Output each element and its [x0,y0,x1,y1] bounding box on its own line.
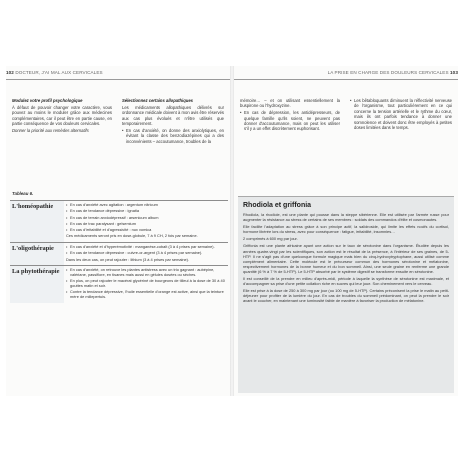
oligotherapy-note: Dans les deux cas, on peut rajouter : lithium (3 à 4 prises par semaine). [66,256,190,262]
right-column-1 [240,98,340,133]
right-running-title: LA PRISE EN CHARGE DES DOULEURS CERVICALES [327,70,449,75]
homeopathy-category: L'homéopathie [10,201,64,243]
left-running-title: DOCTEUR, J'AI MAL AUX CERVICALES [15,70,103,75]
profile-text: À défaut de pouvoir changer votre caractère, vous pouvez au moins le moduler grâce aux médecines complémentaires, car il peut être en partie cause, en partie conséquence de vos douleurs cervicales. [12,104,112,127]
table-row [10,266,228,303]
phytotherapy-cell [64,266,228,303]
buspirone-text: mémoire… – et on utilisant essentiellement la buspirone ou l'hydroxyzine. [240,98,340,109]
right-page [234,66,458,396]
list-item: • En plus, on peut rajouter le macérat glycériné de bourgeons de tilleul à la dose de 30 à 40 gouttes matin et soir. [66,279,226,289]
list-item: • En cas de tendance dépressive : ignatia [66,209,226,214]
rhodiola-griffonia-box [238,196,454,393]
box-body [243,212,449,306]
box-paragraph: Griffonia est une plante africaine ayant une action sur le taux de sérotonine dans l'organisme. Étudiée depuis les années quatre-vingt par les scientifiques, son action est le résultat de la présence, à l'intérieur de ses graines, de 5-HTP. Il ne s'agit pas d'une quelconque formule magique mais bien du cinq-hydroxytryptophane, aussi utilisé comme complément alimentaire. Cette molécule est le précurseur commun des hormones sérotonine et mélatonine, respectivement hormones de la bonne humeur et du bon sommeil. Ainsi, une seule graine en renferme une grande quantité (6 % à 7 % de 5-HTP). Le 5-HTP absorbé par le système digestif se transforme ensuite en sérotonine. [243,243,449,274]
right-header-rule [234,79,458,80]
homeopathy-cell [64,201,228,243]
list-item: • En cas de tendance dépressive : cuivre-or-argent (3 à 4 prises par semaine). [66,251,226,256]
table-caption: Tableau 6. [12,191,34,196]
allopathic-text: Les médicaments allopathiques délivrés sur ordonnance médicale doivent à mon avis être réservés aux cas plus évolués et n'être utilisés que temporairement. [122,104,224,127]
left-column-1 [12,98,112,135]
oligotherapy-cell [64,242,228,265]
anxiolytics-bullet: • En cas d'anxiété, on donne des anxiolytiques, en évitant la classe des benzodiazépines qui a des inconvénients – accoutumance, troubles de la [122,128,224,144]
list-item: • En cas de trac paralysant : gelsemium [66,222,226,227]
oligotherapy-category: L'oligothérapie [10,242,64,265]
table-row [10,201,228,243]
table-row [10,242,228,265]
list-item: • En cas d'anxiété et d'hyperémotivité : manganèse-cobalt (3 à 4 prises par semaine). [66,245,226,250]
homeopathy-note: Ces médicaments seront pris en dose-globule, 7 à 9 CH, 2 fois par semaine. [66,233,198,239]
left-column-2 [122,98,224,145]
allopathic-heading: Sélectionnez certains allopathiques [122,98,193,103]
box-title: Rhodiola et griffonia [243,202,312,209]
list-item: • En cas d'anxiété, on retrouve les plantes antistress avec un trio gagnant : aubépine, valériane, passiflore, en tisanes mais aussi en gélules dosées ou sèches. [66,268,226,278]
box-paragraph: Il est conseillé de la prendre en milieu d'après-midi, période à laquelle la synthèse de sérotonine est maximale, et d'accompagner sa prise d'une petite collation riche en sucres qui leur joue. Son cheminement vers le cerveau. [243,276,449,287]
phytotherapy-category: La phytothérapie [10,266,64,303]
profile-heading: Modulez votre profil psychologique [12,98,83,103]
list-item: • En cas de terrain anxiodépressif : arsenicum album [66,216,226,221]
left-page-number: 102 [6,70,14,75]
alternative-remedies-note: Donner la priorité aux remèdes alternatifs [12,127,89,133]
remedies-table [10,200,228,303]
list-item: • En cas d'irritabilité et d'agressivité : nux vomica [66,228,226,233]
left-running-head [6,70,103,75]
antidepressants-bullet: • En cas de dépression, les antidépresseurs, de quelque famille qu'ils soient, ne peuvent pas donner d'accoutumance, mais on peut les utiliser s'il y a un effet discrètement euphorisant. [240,110,340,132]
box-paragraph: Elle facilite l'adaptation au stress grâce à son principe actif, la salidroside, qui limite les effets nocifs du cortisol, hormone libérée lors du stress, avec pour conséquence : fatigue, irritabilité, insomnies… [243,224,449,235]
box-paragraph: 2 comprimés à 600 mg par jour. [243,236,298,242]
box-paragraph: Rhodiola, la rhodiole, est une plante qui pousse dans la steppe sibérienne. Elle est utilisée par l'armée russe pour augmenter la résistance au stress de certains de ses membres : soldats des commandos d'élite et cosmonautes. [243,212,449,223]
right-column-2 [350,98,452,132]
right-running-head [328,70,458,75]
box-paragraph: Elle est prise à la dose de 250 à 300 mg par jour (ou 100 mg de 5-HTP). Certains préconisent la prise le matin au petit-déjeuner pour profiter de la lumière du jour. En cas de troubles du sommeil prédominant, on peut la prendre le soir avant le coucher, en maintenant une luminosité faible de manière à favoriser la production de mélatonine. [243,288,449,304]
left-header-rule [6,79,230,80]
left-page [6,66,230,396]
list-item: • Contre la tendance dépressive, l'huile essentielle d'orange est active, ainsi que la teinture mère de millepertuis. [66,290,226,300]
betablockers-bullet: • Les bêtabloquants diminuent la réflectivité nerveuse de l'organisme, tout particulièrement en ce qui concerne la tension artérielle et le rythme du cœur, mais ils ont parfois tendance à donner une somnolence et doivent donc être employés à petites doses limitées dans le temps. [350,98,452,130]
right-page-number: 103 [450,70,458,75]
list-item: • En cas d'anxiété avec agitation : argentum nitricum [66,203,226,208]
